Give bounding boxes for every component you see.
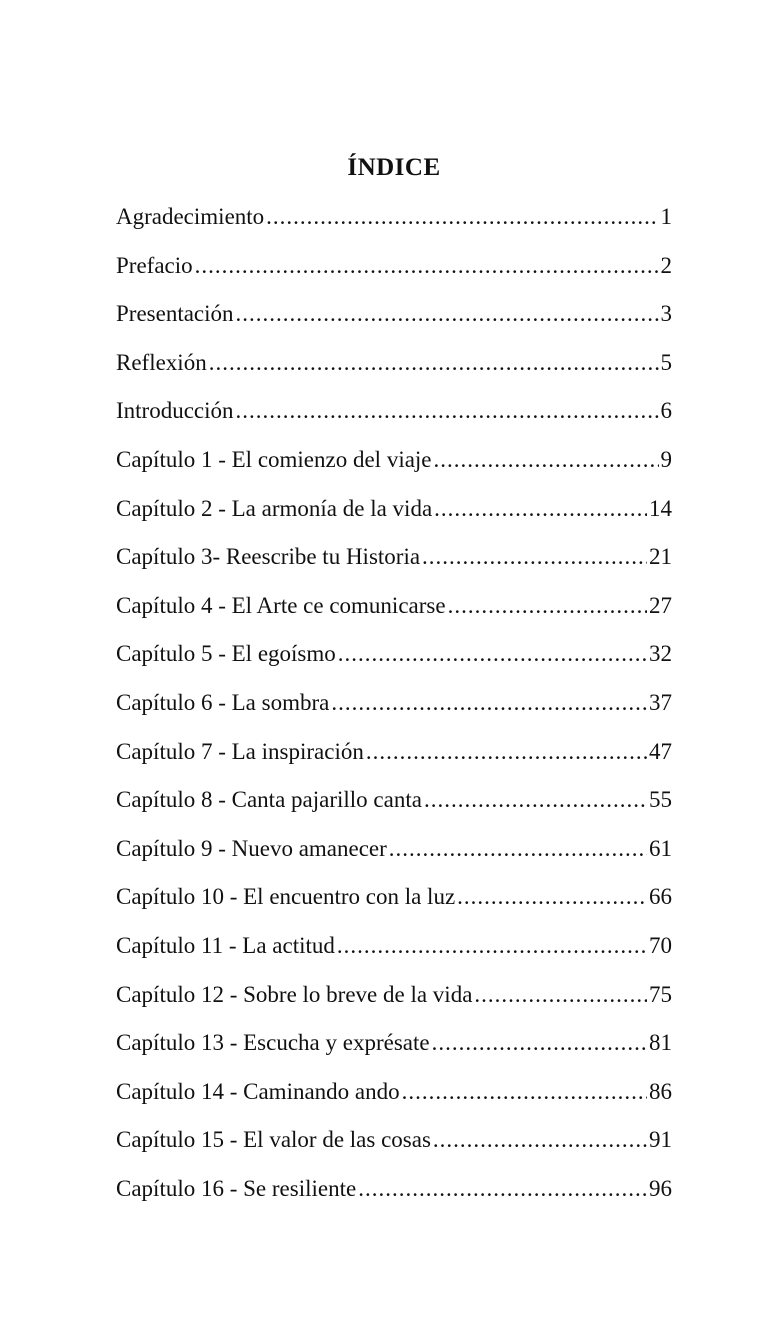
toc-dot-leader (434, 492, 647, 526)
toc-entry (116, 443, 672, 492)
toc-entry-page: 2 (660, 252, 672, 278)
toc-entry-label: Capítulo 1 - El comienzo del viaje (116, 446, 432, 472)
toc-entry-label: Capítulo 2 - La armonía de la vida (116, 495, 433, 521)
toc-entry-label: Presentación (116, 301, 234, 327)
toc-entry-label: Capítulo 11 - La actitud (116, 932, 335, 958)
toc-entry (116, 978, 672, 1027)
toc-entry-label: Capítulo 3- Reescribe tu Historia (116, 544, 421, 570)
toc-entry-page: 5 (660, 349, 672, 375)
toc-entry-page: 21 (649, 544, 672, 570)
toc-dot-leader (337, 929, 647, 963)
toc-dot-leader (366, 735, 647, 769)
toc-entry-label: Capítulo 7 - La inspiración (116, 738, 364, 764)
toc-entry (116, 735, 672, 784)
toc-dot-leader (266, 200, 658, 234)
toc-entry (116, 1075, 672, 1124)
toc-entry-label: Capítulo 12 - Sobre lo breve de la vida (116, 981, 473, 1007)
toc-entry (116, 1026, 672, 1075)
toc-entry-label: Capítulo 13 - Escucha y exprésate (116, 1030, 430, 1056)
toc-entry (116, 589, 672, 638)
toc-entry (116, 1123, 672, 1172)
toc-title: ÍNDICE (347, 154, 441, 181)
toc-entry-label: Capítulo 16 - Se resiliente (116, 1175, 357, 1201)
toc-entry-label: Capítulo 8 - Canta pajarillo canta (116, 787, 422, 813)
toc-entry-page: 32 (649, 641, 672, 667)
toc-entry-page: 1 (660, 204, 672, 229)
toc-entry-page: 14 (649, 495, 672, 521)
toc-entry (116, 249, 672, 298)
toc-dot-leader (434, 443, 659, 477)
toc-entry-page: 3 (660, 301, 672, 327)
toc-entry-page: 27 (649, 592, 672, 618)
toc-entry-page: 37 (649, 689, 672, 715)
toc-entry (116, 880, 672, 929)
toc-entry-label: Agradecimiento (116, 204, 265, 229)
toc-entry-label: Capítulo 4 - El Arte ce comunicarse (116, 592, 446, 618)
toc-entry-label: Reflexión (116, 349, 207, 375)
toc-dot-leader (402, 1075, 647, 1109)
toc-entry-label: Capítulo 6 - La sombra (116, 689, 330, 715)
toc-dot-leader (457, 880, 647, 914)
toc-dot-leader (358, 1172, 647, 1206)
toc-entry (116, 929, 672, 978)
toc-entry-label: Introducción (116, 398, 234, 424)
toc-entry-label: Capítulo 5 - El egoísmo (116, 641, 336, 667)
toc-entry (116, 297, 672, 346)
toc-dot-leader (338, 637, 647, 671)
toc-entry-label: Capítulo 14 - Caminando ando (116, 1078, 400, 1104)
toc-entry-page: 70 (649, 932, 672, 958)
toc-entry (116, 783, 672, 832)
toc-dot-leader (432, 1026, 647, 1060)
toc-entry (116, 346, 672, 395)
toc-entry-page: 55 (649, 787, 672, 813)
toc-entry-page: 66 (649, 884, 672, 910)
toc-entry-label: Capítulo 9 - Nuevo amanecer (116, 835, 387, 861)
toc-entry-page: 6 (660, 398, 672, 424)
toc-entry-label: Capítulo 15 - El valor de las cosas (116, 1127, 431, 1153)
toc-entry-label: Prefacio (116, 252, 193, 278)
toc-entry (116, 637, 672, 686)
toc-dot-leader (474, 978, 647, 1012)
toc-entry (116, 492, 672, 541)
toc-entry-page: 75 (649, 981, 672, 1007)
toc-entry (116, 540, 672, 589)
toc-dot-leader (424, 783, 647, 817)
toc-dot-leader (422, 540, 647, 574)
toc-entry-page: 9 (660, 446, 672, 472)
toc-dot-leader (389, 832, 647, 866)
toc-dot-leader (448, 589, 647, 623)
toc-dot-leader (236, 297, 659, 331)
toc-entry (116, 1172, 672, 1221)
toc-entry-page: 86 (649, 1078, 672, 1104)
toc-entry-page: 96 (649, 1175, 672, 1201)
toc-dot-leader (195, 249, 659, 283)
toc-entry (116, 200, 672, 249)
toc-entry-page: 91 (649, 1127, 672, 1153)
toc-entry-page: 81 (649, 1030, 672, 1056)
toc-entry-label: Capítulo 10 - El encuentro con la luz (116, 884, 456, 910)
toc-dot-leader (209, 346, 659, 380)
toc-entry (116, 394, 672, 443)
toc-dot-leader (331, 686, 647, 720)
toc-entry (116, 832, 672, 881)
toc-dot-leader (433, 1123, 647, 1157)
toc-entry-page: 61 (649, 835, 672, 861)
toc-list (116, 200, 672, 1220)
toc-dot-leader (236, 394, 659, 428)
toc-entry (116, 686, 672, 735)
toc-entry-page: 47 (649, 738, 672, 764)
